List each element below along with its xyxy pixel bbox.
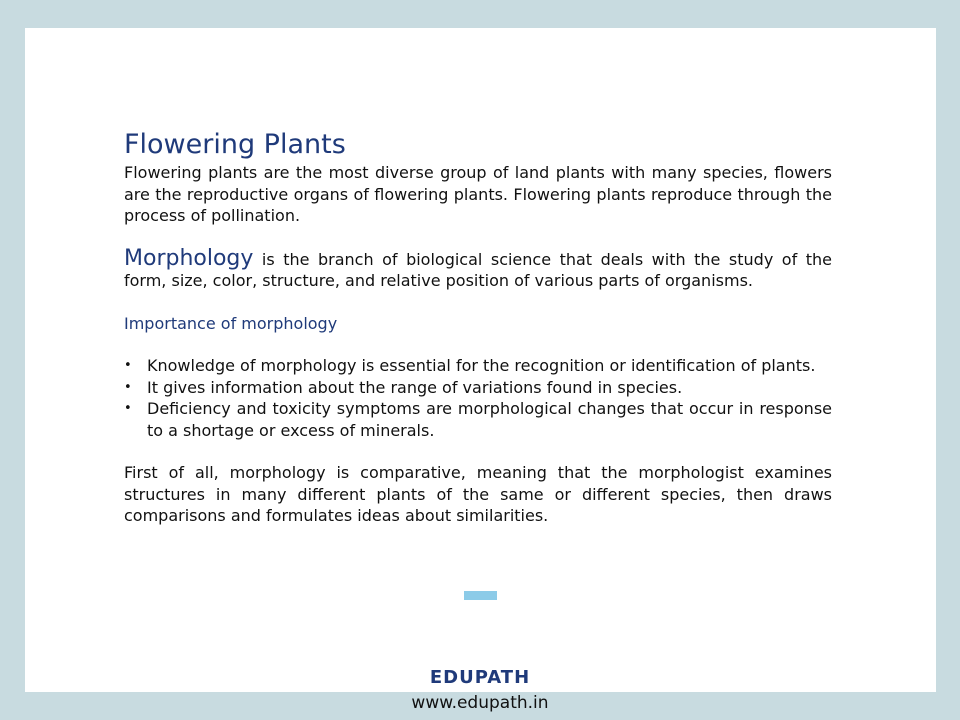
morphology-definition: is the branch of biological science that deals with the study of the form, size, color, structure, and relative position of various parts of organisms. (124, 249, 832, 290)
list-item-text: Knowledge of morphology is essential for the recognition or identification of plants. (147, 356, 816, 375)
list-item-text: Deficiency and toxicity symptoms are morphological changes that occur in response to a shortage or excess of minerals. (147, 399, 832, 440)
list-item (124, 398, 832, 441)
slide-content (124, 128, 832, 527)
footer-url[interactable]: www.edupath.in (411, 693, 549, 713)
spacer (124, 292, 832, 313)
morphology-term: Morphology (124, 245, 254, 271)
bullet-icon: • (124, 379, 132, 395)
closing-paragraph: First of all, morphology is comparative, meaning that the morphologist examines structures in many different plants of the same or different species, then draws comparisons and formulates ideas about similarities. (124, 463, 832, 525)
morphology-paragraph (124, 245, 832, 292)
importance-heading: Importance of morphology (124, 313, 338, 333)
list-item (124, 355, 832, 377)
bullet-icon: • (124, 358, 132, 373)
accent-bar (464, 591, 497, 600)
spacer (124, 441, 832, 462)
spacer (124, 227, 832, 248)
list-item (124, 377, 832, 399)
footer-brand: EDUPATH (429, 667, 531, 688)
bullet-icon: • (124, 401, 132, 416)
page-title: Flowering Plants (124, 129, 346, 160)
importance-list (124, 355, 832, 441)
intro-paragraph: Flowering plants are the most diverse group of land plants with many species, flowers are the reproductive organs of flowering plants. Flowering plants reproduce through the process of pollination. (124, 163, 832, 225)
list-item-text: It gives information about the range of variations found in species. (147, 377, 683, 397)
spacer (124, 334, 832, 355)
